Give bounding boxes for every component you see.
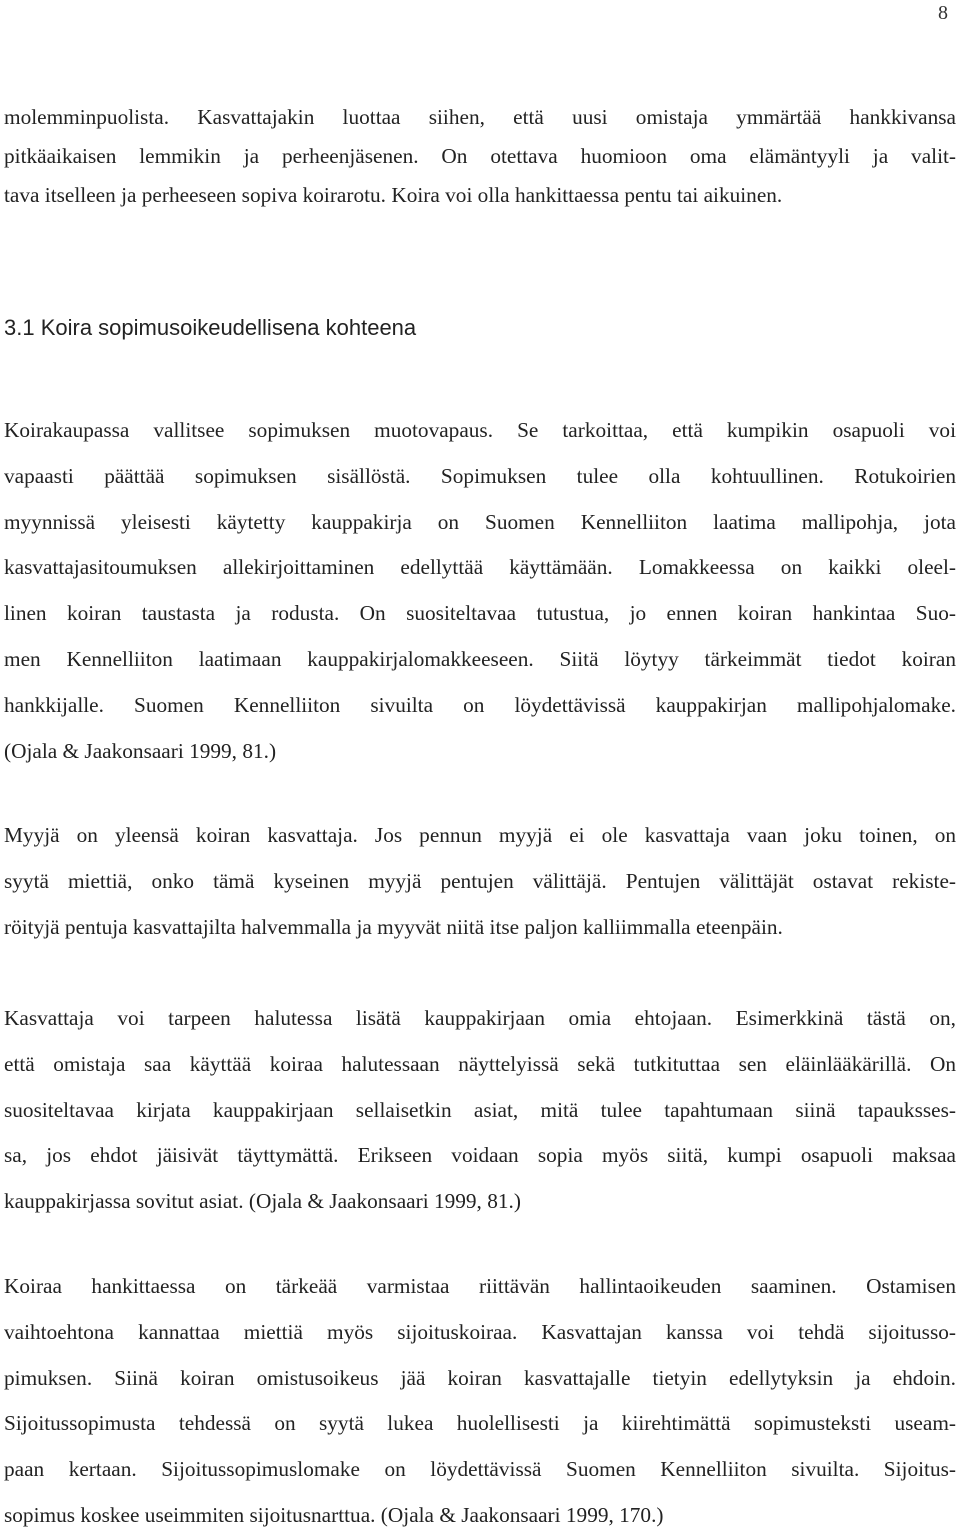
paragraph-intro	[4, 98, 956, 215]
text-line: molemminpuolista. Kasvattajakin luottaa siihen, että uusi omistaja ymmärtää hankkivansa	[4, 105, 956, 129]
text-line: että omistaja saa käyttää koiraa halutessaan näyttelyissä sekä tutkituttaa sen eläinlääkärillä. On	[4, 1051, 956, 1076]
section-heading: 3.1 Koira sopimusoikeudellisena kohteena	[4, 315, 417, 340]
paragraph-placement-agreement	[4, 1264, 956, 1539]
text-line: kasvattajasitoumuksen allekirjoittaminen edellyttää käyttämään. Lomakkeessa on kaikki oleel-	[4, 555, 956, 580]
paragraph-contract-freedom	[4, 408, 956, 774]
text-line: tava itselleen ja perheeseen sopiva koirarotu. Koira voi olla hankittaessa pentu tai aikuinen.	[4, 183, 783, 207]
text-line: vapaasti päättää sopimuksen sisällöstä. Sopimuksen tulee olla kohtuullinen. Rotukoirien	[4, 463, 956, 488]
page-number: 8	[938, 2, 948, 24]
text-line: pitkäaikaisen lemmikin ja perheenjäsenen. On otettava huomioon oma elämäntyyli ja valit-	[4, 144, 956, 168]
text-line: Koiraa hankittaessa on tärkeää varmistaa riittävän hallintaoikeuden saaminen. Ostamisen	[4, 1274, 956, 1298]
text-line: vaihtoehtona kannattaa miettiä myös sijoituskoiraa. Kasvattajan kanssa voi tehdä sijoitusso-	[4, 1319, 956, 1344]
text-line: pimuksen. Siinä koiran omistusoikeus jää koiran kasvattajalle tietyin edellytyksin ja ehdoin.	[4, 1365, 956, 1390]
text-line: (Ojala & Jaakonsaari 1999, 81.)	[4, 738, 277, 763]
text-line: men Kennelliiton laatimaan kauppakirjalomakkeeseen. Siitä löytyy tärkeimmät tiedot koiran	[4, 646, 956, 671]
text-line: kauppakirjassa sovitut asiat. (Ojala & Jaakonsaari 1999, 81.)	[4, 1189, 521, 1214]
text-line: Koirakaupassa vallitsee sopimuksen muotovapaus. Se tarkoittaa, että kumpikin osapuoli voi	[4, 418, 956, 442]
text-line: linen koiran taustasta ja rodusta. On suositeltavaa tutustua, jo ennen koiran hankintaa Suo-	[4, 601, 956, 626]
text-line: paan kertaan. Sijoitussopimuslomake on löydettävissä Suomen Kennelliiton sivuilta. Sijoitus-	[4, 1457, 956, 1482]
text-line: hankkijalle. Suomen Kennelliiton sivuilta on löydettävissä kauppakirjan mallipohjalomake.	[4, 692, 956, 717]
text-line: sopimus koskee useimmiten sijoitusnarttua. (Ojala & Jaakonsaari 1999, 170.)	[4, 1502, 664, 1527]
text-line: sa, jos ehdot jäisivät täyttymättä. Erikseen voidaan sopia myös siitä, kumpi osapuoli maksaa	[4, 1143, 956, 1168]
text-line: suositeltavaa kirjata kauppakirjaan sellaisetkin asiat, mitä tulee tapahtumaan siinä tapauksses-	[4, 1097, 956, 1122]
text-line: Sijoitussopimusta tehdessä on syytä lukea huolellisesti ja kiirehtimättä sopimusteksti useam-	[4, 1411, 956, 1436]
text-line: Kasvattaja voi tarpeen halutessa lisätä kauppakirjaan omia ehtojaan. Esimerkkinä tästä on,	[4, 1006, 956, 1030]
text-line: röityjä pentuja kasvattajilta halvemmalla ja myyvät niitä itse paljon kalliimmalla eteenpäin.	[4, 914, 783, 939]
paragraph-breeder-terms	[4, 996, 956, 1225]
text-line: syytä miettiä, onko tämä kyseinen myyjä pentujen välittäjä. Pentujen välittäjät ostavat rekiste-	[4, 868, 956, 893]
paragraph-seller	[4, 813, 956, 950]
text-line: Myyjä on yleensä koiran kasvattaja. Jos pennun myyjä ei ole kasvattaja vaan joku toinen, on	[4, 823, 956, 847]
text-line: myynnissä yleisesti käytetty kauppakirja on Suomen Kennelliiton laatima mallipohja, jota	[4, 509, 956, 534]
